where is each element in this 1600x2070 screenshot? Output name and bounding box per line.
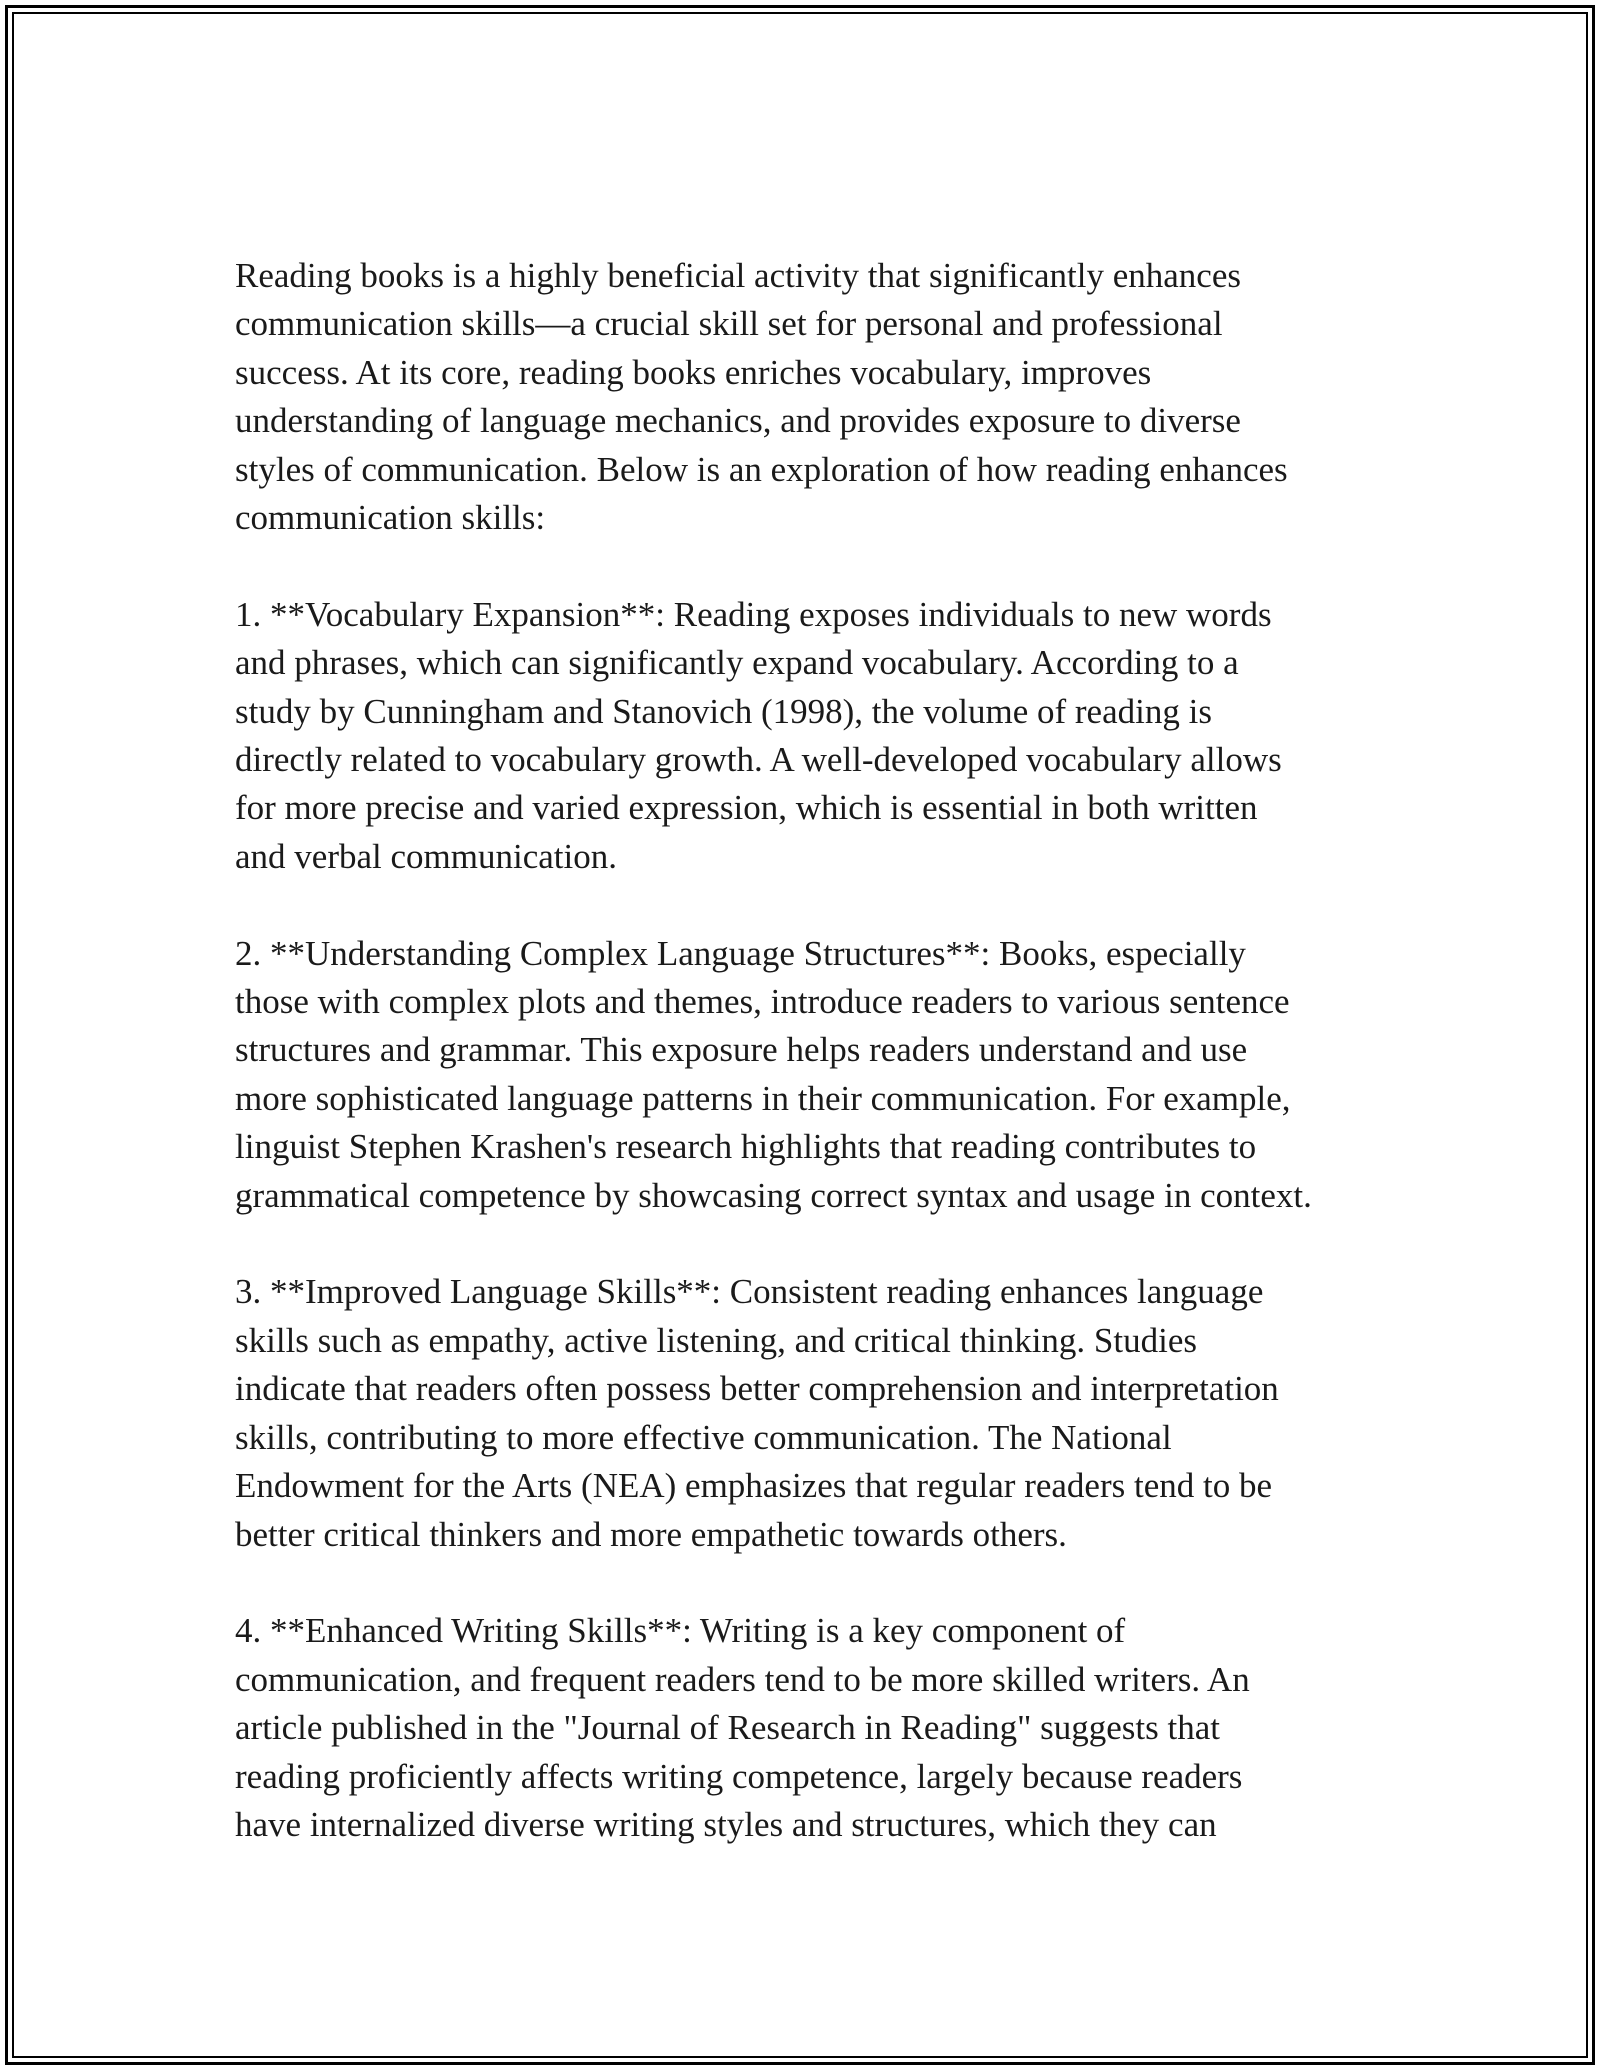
document-body xyxy=(235,252,1415,1849)
point-vocabulary-expansion: 1. **Vocabulary Expansion**: Reading exposes individuals to new words and phrases, which can significantly expand vocabulary. According to a study by Cunningham and Stanovich (1998), the volume of reading is directly related to vocabulary growth. A well-developed vocabulary allows for more precise and varied expression, which is essential in both written and verbal communication. xyxy=(235,594,1282,876)
point-complex-language-structures: 2. **Understanding Complex Language Structures**: Books, especially those with complex plots and themes, introduce readers to various sentence structures and grammar. This exposure helps readers understand and use more sophisticated language patterns in their communication. For example, linguist Stephen Krashen's research highlights that reading contributes to grammatical competence by showcasing correct syntax and usage in context. xyxy=(235,933,1312,1215)
intro-paragraph: Reading books is a highly beneficial activity that significantly enhances communication skills—a crucial skill set for personal and professional success. At its core, reading books enriches vocabulary, improves understanding of language mechanics, and provides exposure to diverse styles of communication. Below is an exploration of how reading enhances communication skills: xyxy=(235,256,1288,538)
point-improved-language-skills: 3. **Improved Language Skills**: Consistent reading enhances language skills such as empathy, active listening, and critical thinking. Studies indicate that readers often possess better comprehension and interpretation skills, contributing to more effective communication. The National Endowment for the Arts (NEA) emphasizes that regular readers tend to be better critical thinkers and more empathetic towards others. xyxy=(235,1272,1279,1554)
point-enhanced-writing-skills: 4. **Enhanced Writing Skills**: Writing is a key component of communication, and frequent readers tend to be more skilled writers. An article published in the "Journal of Research in Reading" suggests that reading proficiently affects writing competence, largely because readers have internalized diverse writing styles and structures, which they can xyxy=(235,1611,1250,1844)
